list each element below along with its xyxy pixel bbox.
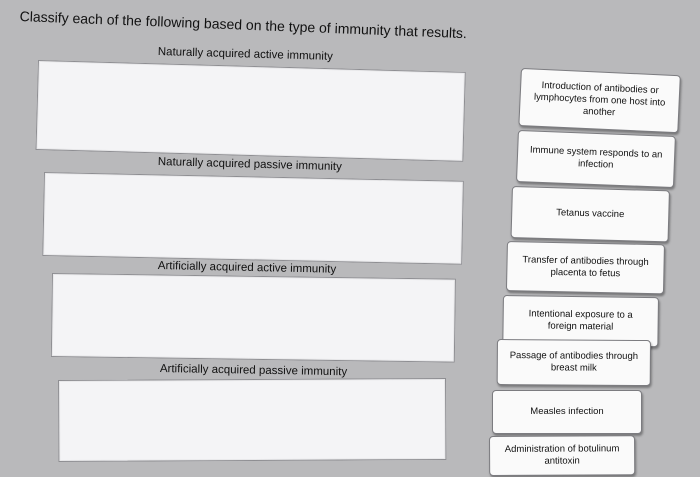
answer-card-breast-milk[interactable] bbox=[497, 339, 651, 386]
answer-card-placenta-transfer[interactable] bbox=[506, 241, 665, 294]
answer-card-text: Transfer of antibodies through placenta to fetus bbox=[522, 254, 649, 280]
answer-card-text: Tetanus vaccine bbox=[556, 207, 625, 221]
answer-card-text: Passage of antibodies through breast milk bbox=[509, 350, 639, 374]
answer-card-text: Intentional exposure to a foreign material bbox=[528, 308, 633, 333]
answer-card-immune-system-responds[interactable] bbox=[516, 130, 676, 188]
answer-card-botulinum-antitoxin[interactable] bbox=[489, 435, 635, 476]
answer-card-text: Introduction of antibodies or lymphocytes from one host into another bbox=[533, 79, 666, 119]
answer-card-text: Immune system responds to an infection bbox=[529, 144, 663, 171]
answer-card-tetanus-vaccine[interactable] bbox=[511, 186, 670, 242]
instruction-text: Classify each of the following based on the type of immunity that results. bbox=[19, 8, 468, 42]
answer-card-text: Administration of botulinum antitoxin bbox=[504, 443, 620, 467]
category-label-artificially-passive: Artificially acquired passive immunity bbox=[159, 363, 348, 379]
drop-zone-naturally-passive[interactable] bbox=[42, 172, 464, 265]
category-label-naturally-active: Naturally acquired active immunity bbox=[157, 46, 334, 63]
answer-card-measles-infection[interactable] bbox=[492, 390, 642, 434]
answer-card-introduction-of-antibodies[interactable] bbox=[518, 68, 680, 133]
drop-zone-naturally-active[interactable] bbox=[35, 60, 465, 162]
drop-zone-artificially-passive[interactable] bbox=[58, 378, 446, 462]
answer-card-text: Measles infection bbox=[530, 406, 604, 417]
drop-zone-artificially-active[interactable] bbox=[51, 273, 456, 363]
category-label-artificially-active: Artificially acquired active immunity bbox=[157, 260, 337, 276]
category-label-naturally-passive: Naturally acquired passive immunity bbox=[157, 156, 343, 174]
